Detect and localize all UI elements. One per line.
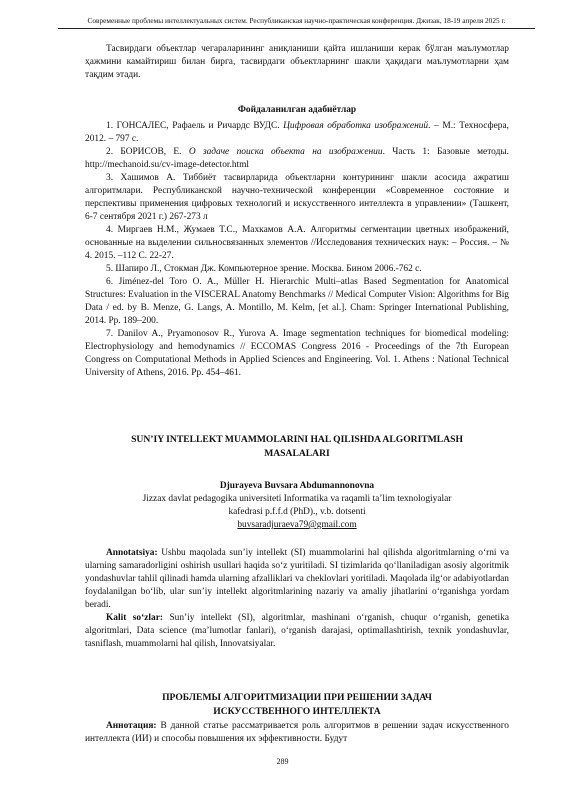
ru-abstract-paragraph <box>85 720 509 746</box>
abstract-block <box>85 547 509 651</box>
author-email-row <box>85 519 509 532</box>
ru-abstract-label: Аннотация: <box>106 721 157 731</box>
keywords-paragraph <box>85 612 509 651</box>
intro-paragraph-block <box>85 43 509 82</box>
ru-abstract-text: В данной статье рассматривается роль алгоритмов в решении задач искусственного интеллекта (ИИ) и способы повышения их эффективности. Будут <box>85 721 509 744</box>
article-title-line2: MASALALARI <box>264 448 330 459</box>
reference-item: 7. Danilov A., Pryamonosov R., Yurova A. Image segmentation techniques for biomedical modeling: Electrophysiology and hemodynamics // ECCOMAS Congress 2016 - Proceedings of the 7th European Congress on Computational Methods in Applied Sciences and Engineering. Vol. 1. Athens : National Technical University of Athens, 2016. Pp. 454–461. <box>85 329 509 378</box>
author-name: Djurayeva Buvsara Abdumannonovna <box>219 481 375 491</box>
reference-item: 5. Шапиро Л., Стокман Дж. Компьютерное зрение. Москва. Бином 2006.-762 с. <box>106 264 422 274</box>
article-title-line1: SUN’IY INTELLEKT MUAMMOLARINI HAL QILISHDA ALGORITMLASH <box>131 434 463 445</box>
references-list <box>85 120 509 380</box>
reference-item: 4. Миргаев Н.М., Жумаев Т.С., Махкамов А.А. Алгоритмы сегментации цветных изображений, основанные на выделении сильносвязанных элементов //Исследования технических наук: – Россия. – № 4. 2015. –112 С. 22-27. <box>85 225 509 261</box>
abstract-text: Ushbu maqolada sun’iy intellekt (SI) muammolarini hal qilishda algoritmlarning o‘rni va ularning samaradorligini oshirish usullari haqida so‘z yuritiladi. SI tizimlarida qo‘llaniladigan asosiy algoritmik yondashuvlar tahlil qilinadi hamda ularning afzalliklari va cheklovlari yoritiladi. Maqolada ilg‘or adabiyotlardan foydalanilgan bo‘lib, ular sun’iy intellekt algoritmlarining nazariy va amaliy jihatlarini o‘rganishga yordam beradi. <box>85 548 509 610</box>
reference-item: 1. ГОНСАЛЕС, Рафаель и Ричардс ВУДС. Цифровая обработка изображений. – М.: Техносфера, 2012. – 797 с. <box>85 121 509 144</box>
abstract-paragraph <box>85 547 509 612</box>
ru-abstract-block <box>85 720 509 746</box>
reference-item: 3. Хашимов А. Тиббиёт тасвирларида объектларни контурининг шакли асосида ажратиш алгоритмлари. Республиканской научно-технической конференции «Современное состояние и перспективы применения цифровых технологий и искусственного интеллекта в управлении» (Ташкент, 6-7 сентября 2021 г.) 267-273 л <box>85 173 509 222</box>
reference-item: 2. БОРИСОВ, Е. О задаче поиска объекта на изображении. Часть 1: Базовые методы. http://mechanoid.su/cv-image-detector.html <box>85 147 510 170</box>
ru-title-line1: ПРОБЛЕМЫ АЛГОРИТМИЗАЦИИ ПРИ РЕШЕНИИ ЗАДАЧ <box>162 692 432 703</box>
header-rule <box>58 28 535 29</box>
author-affiliation-line1: Jizzax davlat pedagogika universiteti Informatika va raqamli ta’lim texnologiyalar <box>142 494 452 504</box>
reference-item: 6. Jiménez-del Toro O. A., Müller H. Hierarchic Multi–atlas Based Segmentation for Anatomical Structures: Evaluation in the VISCERAL Anatomy Benchmarks // Medical Computer Vision: Algorithms for Big Data / ed. by B. Menze, G. Langs, A. Montillo, M. Kelm, [et al.]. Cham: Springer International Publishing, 2014. Pp. 189–200. <box>85 277 509 326</box>
ru-title-line2: ИСКУССТВЕННОГО ИНТЕЛЛЕКТА <box>213 706 381 717</box>
intro-paragraph: Тасвирдаги объектлар чегараларининг аниқланиши қайта ишланиши керак бўлган маълумотлар ҳажмини камайтириш билан бирга, тасвирдаги объектларнинг шакли ҳақидаги маълумотларни ҳам тақдим этади. <box>85 44 509 80</box>
abstract-label: Annotatsiya: <box>106 548 158 558</box>
running-header: Современные проблемы интеллектуальных систем. Республиканская научно-практическая конференция. Джизак, 18-19 апреля 2025 г. <box>87 16 506 25</box>
keywords-text: Sun’iy intellekt (SI), algoritmlar, mashinani o‘rganish, chuqur o‘rganish, genetika algoritmlari, Data science (ma’lumotlar fanlari), o‘rganish darajasi, optimallashtirish, texnik yondashuvlar, tasniflash, muammolarni hal qilish, Innovatsiyalar. <box>85 613 509 649</box>
page-number: 289 <box>276 757 289 766</box>
author-email-link[interactable]: buvsaradjuraeva79@gmail.com <box>237 520 357 530</box>
keywords-label: Kalit so‘zlar: <box>106 613 163 623</box>
author-affiliation-line2: kafedrasi p.f.f.d (PhD)., v.b. dotsenti <box>228 507 366 517</box>
references-title: Фойдаланилган адабиётлар <box>237 105 357 115</box>
